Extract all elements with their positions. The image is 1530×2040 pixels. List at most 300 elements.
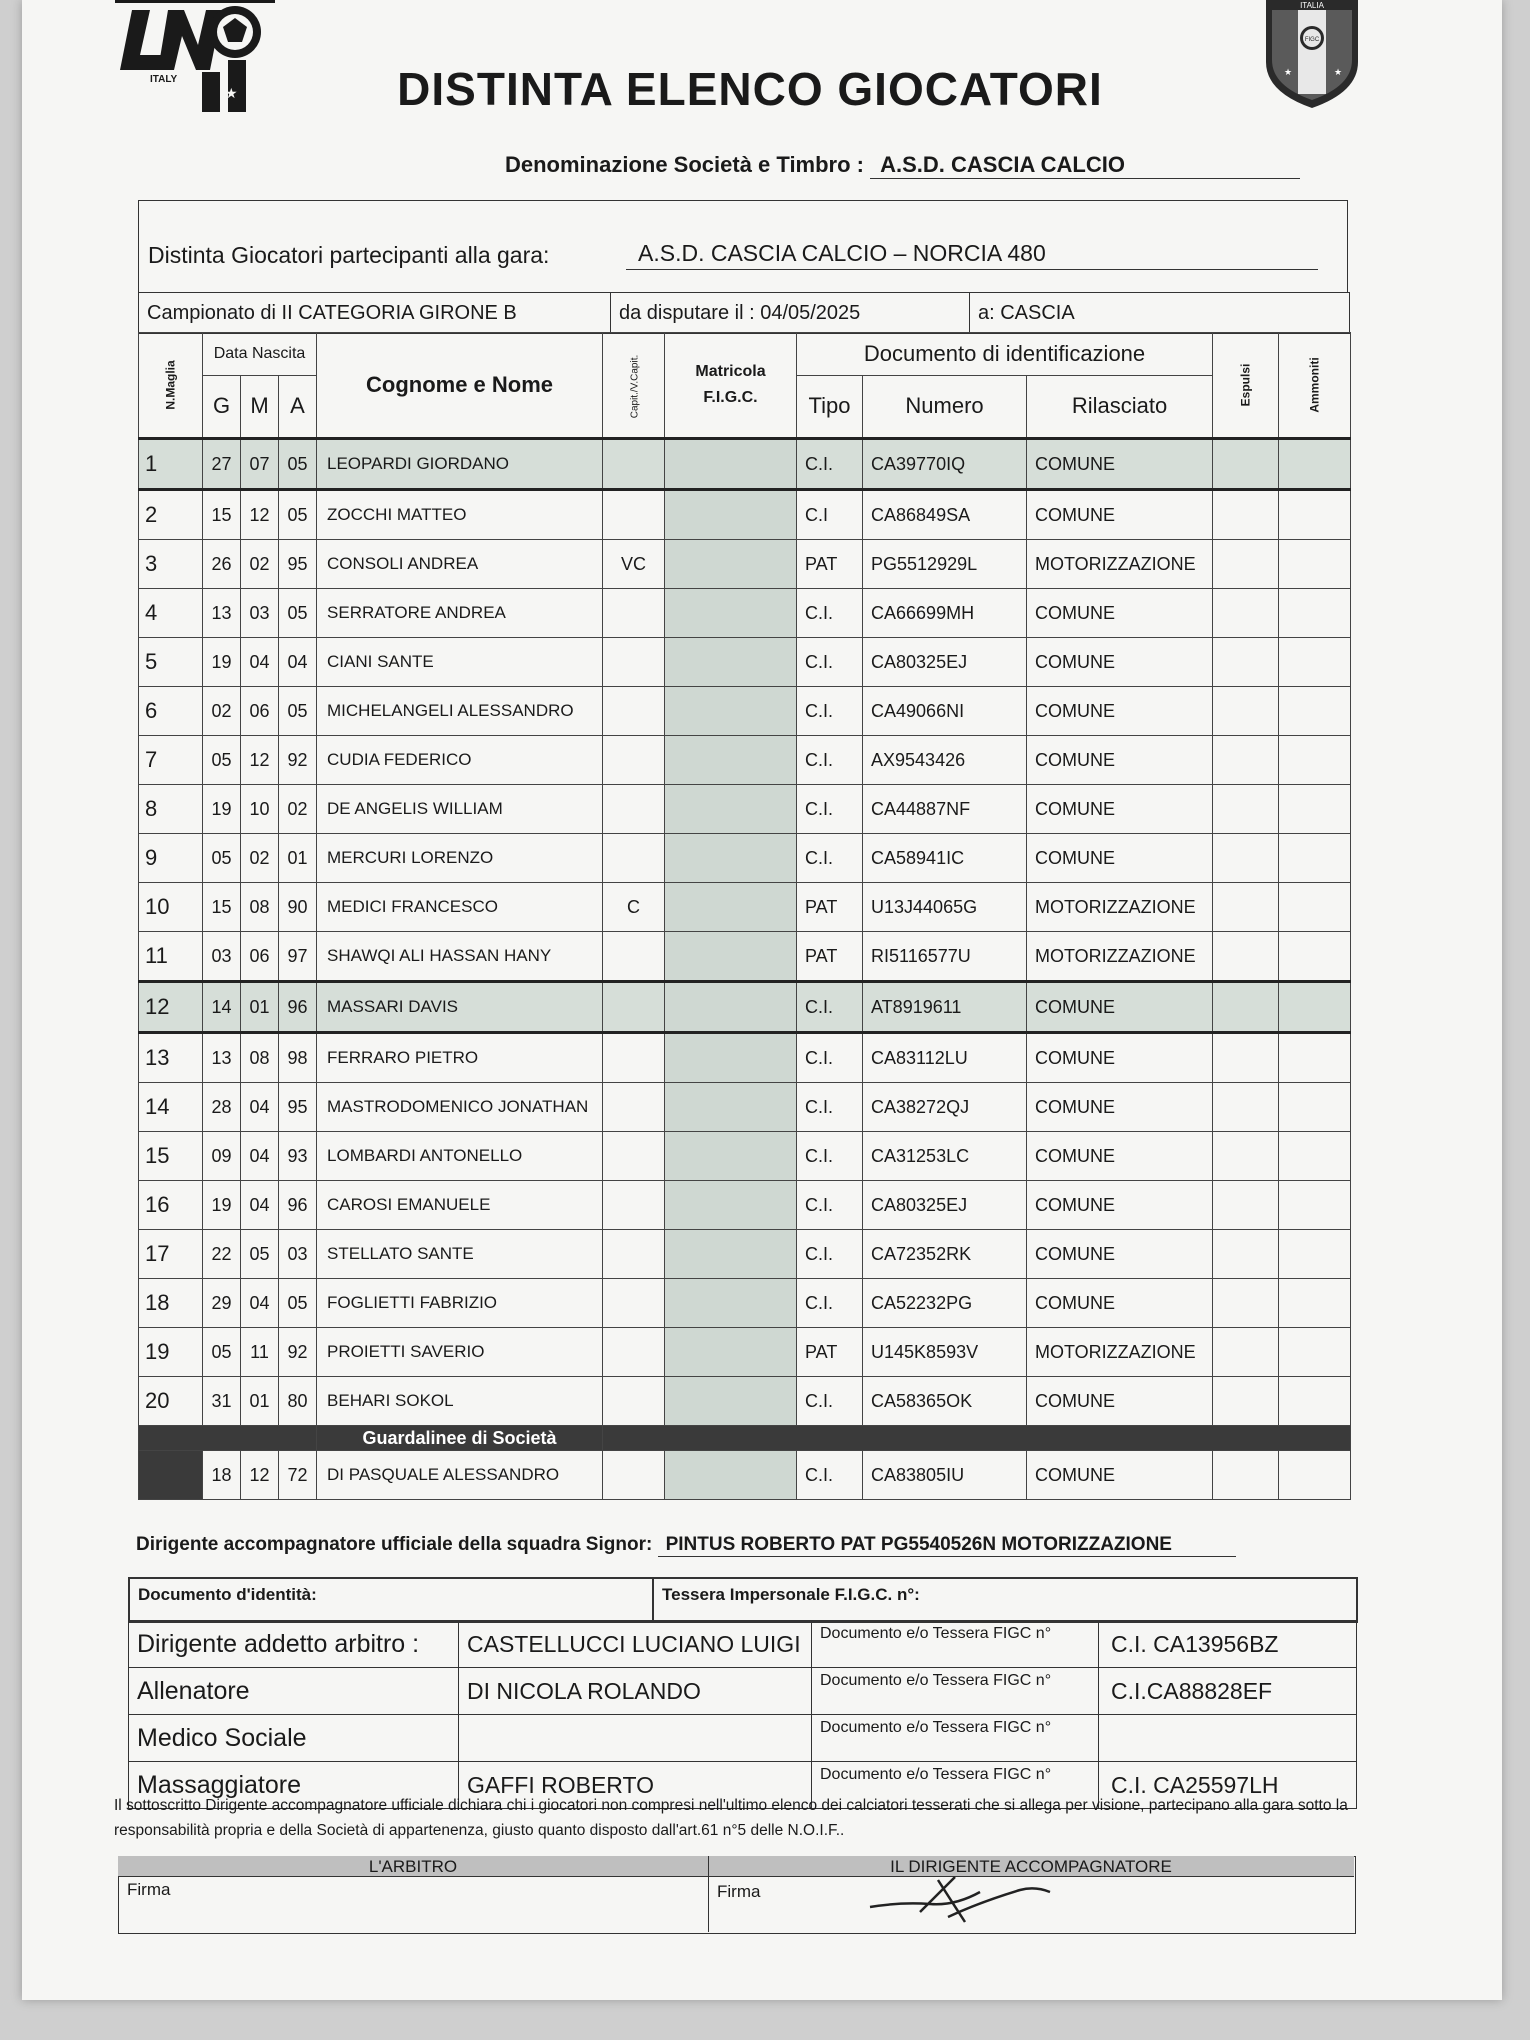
birth-year: 05	[279, 687, 317, 736]
birth-year: 98	[279, 1033, 317, 1083]
staff-doc-value	[1099, 1715, 1357, 1762]
doc-type: C.I.	[797, 834, 863, 883]
doc-issuer: COMUNE	[1027, 1181, 1213, 1230]
birth-month: 12	[241, 490, 279, 540]
birth-month: 04	[241, 1132, 279, 1181]
birth-month: 11	[241, 1328, 279, 1377]
matricola-cell	[665, 1279, 797, 1328]
captain-mark	[603, 1451, 665, 1500]
birth-year: 96	[279, 982, 317, 1033]
birth-day: 18	[203, 1451, 241, 1500]
matricola-cell	[665, 1377, 797, 1426]
player-number: 14	[139, 1083, 203, 1132]
matricola-cell	[665, 687, 797, 736]
ammoniti-cell	[1279, 1377, 1351, 1426]
player-name: MEDICI FRANCESCO	[317, 883, 603, 932]
societa-line	[505, 152, 1300, 179]
birth-month: 01	[241, 1377, 279, 1426]
lnd-italy-text: ITALY	[150, 74, 178, 85]
rilasciato-header: Rilasciato	[1027, 375, 1213, 438]
player-row	[139, 736, 1351, 785]
doc-number: U145K8593V	[863, 1328, 1027, 1377]
doc-number: CA58365OK	[863, 1377, 1027, 1426]
player-row	[139, 1181, 1351, 1230]
player-number: 19	[139, 1328, 203, 1377]
captain-mark	[603, 834, 665, 883]
dirigente-line	[136, 1534, 1236, 1557]
staff-doc-label: Documento e/o Tessera FIGC n°	[812, 1668, 1099, 1715]
player-number: 16	[139, 1181, 203, 1230]
player-number: 20	[139, 1377, 203, 1426]
staff-role: Dirigente addetto arbitro :	[129, 1621, 459, 1668]
data-nascita-header: Data Nascita	[203, 333, 317, 376]
captain-mark	[603, 687, 665, 736]
campionato-row	[138, 292, 1350, 334]
birth-day: 27	[203, 439, 241, 490]
matricola-cell	[665, 638, 797, 687]
doc-issuer: MOTORIZZAZIONE	[1027, 883, 1213, 932]
birth-month: 08	[241, 1033, 279, 1083]
birth-year: 72	[279, 1451, 317, 1500]
doc-issuer: COMUNE	[1027, 785, 1213, 834]
captain-mark: C	[603, 883, 665, 932]
birth-day: 31	[203, 1377, 241, 1426]
captain-mark	[603, 1230, 665, 1279]
doc-type: C.I.	[797, 1083, 863, 1132]
matricola-cell	[665, 490, 797, 540]
doc-number: CA66699MH	[863, 589, 1027, 638]
doc-type: C.I	[797, 490, 863, 540]
doc-type: C.I.	[797, 687, 863, 736]
campionato-data: da disputare il : 04/05/2025	[611, 293, 970, 333]
ammoniti-cell	[1279, 540, 1351, 589]
doc-number: CA31253LC	[863, 1132, 1027, 1181]
doc-type: PAT	[797, 540, 863, 589]
espulsi-cell	[1213, 834, 1279, 883]
player-row	[139, 439, 1351, 490]
doc-issuer: COMUNE	[1027, 439, 1213, 490]
doc-type: C.I.	[797, 1230, 863, 1279]
birth-year: 01	[279, 834, 317, 883]
ammoniti-cell	[1279, 982, 1351, 1033]
doc-issuer: MOTORIZZAZIONE	[1027, 932, 1213, 982]
birth-day: 15	[203, 883, 241, 932]
arbitro-title: L'ARBITRO	[368, 1857, 458, 1876]
espulsi-cell	[1213, 1033, 1279, 1083]
player-row	[139, 932, 1351, 982]
doc-issuer: COMUNE	[1027, 1033, 1213, 1083]
birth-day: 29	[203, 1279, 241, 1328]
player-number: 13	[139, 1033, 203, 1083]
birth-year: 95	[279, 1083, 317, 1132]
captain-mark	[603, 589, 665, 638]
player-name: PROIETTI SAVERIO	[317, 1328, 603, 1377]
doc-issuer: COMUNE	[1027, 687, 1213, 736]
player-row	[139, 1083, 1351, 1132]
captain-mark	[603, 1083, 665, 1132]
player-number: 15	[139, 1132, 203, 1181]
birth-year: 05	[279, 589, 317, 638]
staff-table	[128, 1620, 1357, 1809]
ammoniti-cell	[1279, 1279, 1351, 1328]
staff-name: DI NICOLA ROLANDO	[459, 1668, 812, 1715]
doc-number: CA86849SA	[863, 490, 1027, 540]
matricola-cell	[665, 1132, 797, 1181]
documento-identita-label: Documento d'identità:	[130, 1579, 654, 1621]
firma-arbitro-label: Firma	[127, 1880, 171, 1899]
player-number: 18	[139, 1279, 203, 1328]
firma-dirigente-label: Firma	[717, 1882, 761, 1901]
figc-italia-text: ITALIA	[1300, 1, 1324, 10]
matricola-header: Matricola F.I.G.C.	[665, 333, 797, 439]
documento-identita-row	[128, 1577, 1358, 1623]
ammoniti-cell	[1279, 1181, 1351, 1230]
staff-role: Medico Sociale	[129, 1715, 459, 1762]
svg-text:★: ★	[1284, 68, 1293, 78]
handwritten-signature	[860, 1862, 1060, 1932]
doc-type: C.I.	[797, 1377, 863, 1426]
staff-doc-value: C.I. CA25597LH	[1099, 1762, 1357, 1809]
player-number: 12	[139, 982, 203, 1033]
espulsi-cell	[1213, 982, 1279, 1033]
player-name: SHAWQI ALI HASSAN HANY	[317, 932, 603, 982]
ammoniti-cell	[1279, 439, 1351, 490]
birth-day: 02	[203, 687, 241, 736]
svg-text:★: ★	[1334, 68, 1343, 78]
player-name: LEOPARDI GIORDANO	[317, 439, 603, 490]
player-row	[139, 1230, 1351, 1279]
guardalinee-header-row	[139, 1426, 1351, 1451]
birth-month: 10	[241, 785, 279, 834]
espulsi-cell	[1213, 1377, 1279, 1426]
captain-mark	[603, 490, 665, 540]
espulsi-cell	[1213, 1279, 1279, 1328]
matricola-cell	[665, 883, 797, 932]
espulsi-cell	[1213, 1132, 1279, 1181]
doc-number: CA58941IC	[863, 834, 1027, 883]
staff-name: CASTELLUCCI LUCIANO LUIGI	[459, 1621, 812, 1668]
doc-type: C.I.	[797, 736, 863, 785]
player-number: 1	[139, 439, 203, 490]
tessera-figc-label: Tessera Impersonale F.I.G.C. n°:	[662, 1585, 920, 1604]
birth-year: 02	[279, 785, 317, 834]
staff-doc-value: C.I.CA88828EF	[1099, 1668, 1357, 1715]
tipo-header: Tipo	[797, 375, 863, 438]
birth-month: 04	[241, 638, 279, 687]
matricola-cell	[665, 1033, 797, 1083]
doc-issuer: COMUNE	[1027, 834, 1213, 883]
figc-shield-logo	[1262, 0, 1362, 110]
player-name: MERCURI LORENZO	[317, 834, 603, 883]
birth-day: 22	[203, 1230, 241, 1279]
captain-mark	[603, 785, 665, 834]
birth-year: 93	[279, 1132, 317, 1181]
birth-month: 04	[241, 1279, 279, 1328]
player-number: 10	[139, 883, 203, 932]
matricola-cell	[665, 1083, 797, 1132]
dirigente-accompagnatore-title: IL DIRIGENTE ACCOMPAGNATORE	[890, 1857, 1172, 1876]
birth-day: 03	[203, 932, 241, 982]
espulsi-cell	[1213, 638, 1279, 687]
captain-mark	[603, 736, 665, 785]
doc-type: C.I.	[797, 1181, 863, 1230]
ammoniti-cell	[1279, 1451, 1351, 1500]
birth-month: 05	[241, 1230, 279, 1279]
doc-issuer: COMUNE	[1027, 736, 1213, 785]
birth-month: 12	[241, 736, 279, 785]
birth-month: 08	[241, 883, 279, 932]
doc-type: C.I.	[797, 1033, 863, 1083]
documento-header: Documento di identificazione	[797, 333, 1213, 376]
doc-number: CA49066NI	[863, 687, 1027, 736]
doc-number: CA44887NF	[863, 785, 1027, 834]
doc-issuer: COMUNE	[1027, 1377, 1213, 1426]
doc-type: C.I.	[797, 638, 863, 687]
player-number: 8	[139, 785, 203, 834]
captain-mark	[603, 1377, 665, 1426]
player-name: CAROSI EMANUELE	[317, 1181, 603, 1230]
doc-issuer: COMUNE	[1027, 1230, 1213, 1279]
captain-mark	[603, 1132, 665, 1181]
player-name: MASSARI DAVIS	[317, 982, 603, 1033]
birth-month: 02	[241, 540, 279, 589]
ammoniti-cell	[1279, 883, 1351, 932]
staff-doc-value: C.I. CA13956BZ	[1099, 1621, 1357, 1668]
ammoniti-cell	[1279, 932, 1351, 982]
lnd-logo	[110, 0, 280, 115]
guardalinee-spacer	[139, 1426, 317, 1451]
captain-mark	[603, 1328, 665, 1377]
birth-day: 19	[203, 1181, 241, 1230]
ammoniti-cell	[1279, 687, 1351, 736]
gara-value: A.S.D. CASCIA CALCIO – NORCIA 480	[626, 240, 1318, 270]
player-row	[139, 1279, 1351, 1328]
birth-year: 96	[279, 1181, 317, 1230]
espulsi-cell	[1213, 785, 1279, 834]
espulsi-cell	[1213, 687, 1279, 736]
societa-label: Denominazione Società e Timbro :	[505, 152, 864, 177]
doc-number: CA83805IU	[863, 1451, 1027, 1500]
staff-row	[129, 1715, 1357, 1762]
note-line-1: Il sottoscritto Dirigente accompagnatore ufficiale dichiara chi i giocatori non compresi nell'ultimo elenco dei calciatori tesserati che si allega per visione, partecipano alla gara sotto la	[114, 1797, 1348, 1814]
player-number: 6	[139, 687, 203, 736]
espulsi-cell	[1213, 1181, 1279, 1230]
birth-year: 04	[279, 638, 317, 687]
player-name: MICHELANGELI ALESSANDRO	[317, 687, 603, 736]
espulsi-header: Espulsi	[1213, 333, 1279, 439]
dirigente-value: PINTUS ROBERTO PAT PG5540526N MOTORIZZAZIONE	[658, 1534, 1236, 1557]
birth-day: 28	[203, 1083, 241, 1132]
player-row	[139, 1033, 1351, 1083]
player-number: 2	[139, 490, 203, 540]
doc-type: C.I.	[797, 982, 863, 1033]
captain-mark	[603, 982, 665, 1033]
staff-role: Massaggiatore	[129, 1762, 459, 1809]
staff-doc-label: Documento e/o Tessera FIGC n°	[812, 1762, 1099, 1809]
campionato-label: Campionato di II CATEGORIA GIRONE B	[139, 293, 611, 333]
doc-type: C.I.	[797, 785, 863, 834]
matricola-cell	[665, 982, 797, 1033]
birth-year: 80	[279, 1377, 317, 1426]
document-title: DISTINTA ELENCO GIOCATORI	[397, 63, 1103, 115]
societa-value: A.S.D. CASCIA CALCIO	[870, 152, 1300, 179]
staff-role: Allenatore	[129, 1668, 459, 1715]
player-number: 4	[139, 589, 203, 638]
birth-day: 05	[203, 834, 241, 883]
captain-mark	[603, 638, 665, 687]
birth-day: 09	[203, 1132, 241, 1181]
birth-month: 04	[241, 1083, 279, 1132]
players-table	[138, 332, 1351, 1500]
matricola-cell	[665, 1181, 797, 1230]
birth-year: 90	[279, 883, 317, 932]
espulsi-cell	[1213, 883, 1279, 932]
espulsi-cell	[1213, 1451, 1279, 1500]
matricola-cell	[665, 1451, 797, 1500]
staff-doc-label: Documento e/o Tessera FIGC n°	[812, 1621, 1099, 1668]
player-name: CUDIA FEDERICO	[317, 736, 603, 785]
dirigente-label: Dirigente accompagnatore ufficiale della squadra Signor:	[136, 1534, 653, 1555]
ammoniti-cell	[1279, 1033, 1351, 1083]
birth-year: 05	[279, 1279, 317, 1328]
matricola-cell	[665, 589, 797, 638]
birth-year: 97	[279, 932, 317, 982]
doc-number: CA38272QJ	[863, 1083, 1027, 1132]
player-name: SERRATORE ANDREA	[317, 589, 603, 638]
matricola-cell	[665, 736, 797, 785]
espulsi-cell	[1213, 540, 1279, 589]
matricola-cell	[665, 439, 797, 490]
doc-issuer: COMUNE	[1027, 1083, 1213, 1132]
birth-day: 19	[203, 785, 241, 834]
doc-issuer: COMUNE	[1027, 1451, 1213, 1500]
ammoniti-cell	[1279, 834, 1351, 883]
ammoniti-cell	[1279, 490, 1351, 540]
n-maglia-header: N.Maglia	[139, 333, 203, 439]
birth-month: 06	[241, 932, 279, 982]
birth-day: 26	[203, 540, 241, 589]
birth-month: 06	[241, 687, 279, 736]
ammoniti-cell	[1279, 1132, 1351, 1181]
captain-mark	[603, 1279, 665, 1328]
guardalinee-name: DI PASQUALE ALESSANDRO	[317, 1451, 603, 1500]
doc-number: AX9543426	[863, 736, 1027, 785]
capit-header: Capit./V.Capit.	[603, 333, 665, 439]
player-row	[139, 834, 1351, 883]
matricola-cell	[665, 1328, 797, 1377]
player-name: FERRARO PIETRO	[317, 1033, 603, 1083]
player-row	[139, 982, 1351, 1033]
doc-issuer: COMUNE	[1027, 1132, 1213, 1181]
doc-number: CA80325EJ	[863, 1181, 1027, 1230]
m-header: M	[241, 375, 279, 438]
note-line-2: responsabilità propria e della Società di appartenenza, giusto quanto disposto dall'art.61 n°5 delle N.O.I.F..	[114, 1822, 845, 1839]
espulsi-cell	[1213, 439, 1279, 490]
player-row	[139, 589, 1351, 638]
doc-type: PAT	[797, 932, 863, 982]
svg-text:★: ★	[225, 86, 238, 102]
doc-issuer: COMUNE	[1027, 589, 1213, 638]
player-number: 17	[139, 1230, 203, 1279]
guardalinee-row	[139, 1451, 1351, 1500]
player-row	[139, 490, 1351, 540]
player-name: ZOCCHI MATTEO	[317, 490, 603, 540]
doc-type: C.I.	[797, 1132, 863, 1181]
birth-month: 01	[241, 982, 279, 1033]
doc-type: C.I.	[797, 1451, 863, 1500]
player-row	[139, 883, 1351, 932]
espulsi-cell	[1213, 932, 1279, 982]
player-row	[139, 687, 1351, 736]
birth-month: 04	[241, 1181, 279, 1230]
ammoniti-cell	[1279, 1230, 1351, 1279]
doc-number: CA72352RK	[863, 1230, 1027, 1279]
player-name: BEHARI SOKOL	[317, 1377, 603, 1426]
birth-day: 13	[203, 589, 241, 638]
birth-month: 02	[241, 834, 279, 883]
player-row	[139, 785, 1351, 834]
doc-issuer: MOTORIZZAZIONE	[1027, 1328, 1213, 1377]
birth-day: 05	[203, 736, 241, 785]
player-row	[139, 540, 1351, 589]
doc-number: AT8919611	[863, 982, 1027, 1033]
birth-day: 05	[203, 1328, 241, 1377]
birth-day: 13	[203, 1033, 241, 1083]
espulsi-cell	[1213, 589, 1279, 638]
player-row	[139, 1132, 1351, 1181]
staff-name	[459, 1715, 812, 1762]
matricola-cell	[665, 785, 797, 834]
dichiarazione-note	[114, 1793, 1414, 1843]
doc-issuer: COMUNE	[1027, 638, 1213, 687]
doc-number: RI5116577U	[863, 932, 1027, 982]
espulsi-cell	[1213, 490, 1279, 540]
player-number: 7	[139, 736, 203, 785]
espulsi-cell	[1213, 1328, 1279, 1377]
player-number: 3	[139, 540, 203, 589]
staff-row	[129, 1621, 1357, 1668]
captain-mark	[603, 1033, 665, 1083]
numero-header: Numero	[863, 375, 1027, 438]
ammoniti-cell	[1279, 1328, 1351, 1377]
doc-number: U13J44065G	[863, 883, 1027, 932]
campionato-luogo: a: CASCIA	[978, 301, 1075, 324]
ammoniti-cell	[1279, 589, 1351, 638]
staff-row	[129, 1668, 1357, 1715]
birth-year: 05	[279, 439, 317, 490]
player-name: MASTRODOMENICO JONATHAN	[317, 1083, 603, 1132]
ammoniti-header: Ammoniti	[1279, 333, 1351, 439]
g-header: G	[203, 375, 241, 438]
birth-year: 95	[279, 540, 317, 589]
birth-year: 92	[279, 736, 317, 785]
guardalinee-label: Guardalinee di Società	[317, 1426, 603, 1451]
espulsi-cell	[1213, 1230, 1279, 1279]
espulsi-cell	[1213, 736, 1279, 785]
doc-type: C.I.	[797, 439, 863, 490]
doc-number: CA39770IQ	[863, 439, 1027, 490]
ammoniti-cell	[1279, 638, 1351, 687]
doc-type: PAT	[797, 883, 863, 932]
a-header: A	[279, 375, 317, 438]
doc-type: C.I.	[797, 1279, 863, 1328]
captain-mark: VC	[603, 540, 665, 589]
doc-number: PG5512929L	[863, 540, 1027, 589]
staff-name: GAFFI ROBERTO	[459, 1762, 812, 1809]
captain-mark	[603, 439, 665, 490]
matricola-cell	[665, 932, 797, 982]
player-name: LOMBARDI ANTONELLO	[317, 1132, 603, 1181]
